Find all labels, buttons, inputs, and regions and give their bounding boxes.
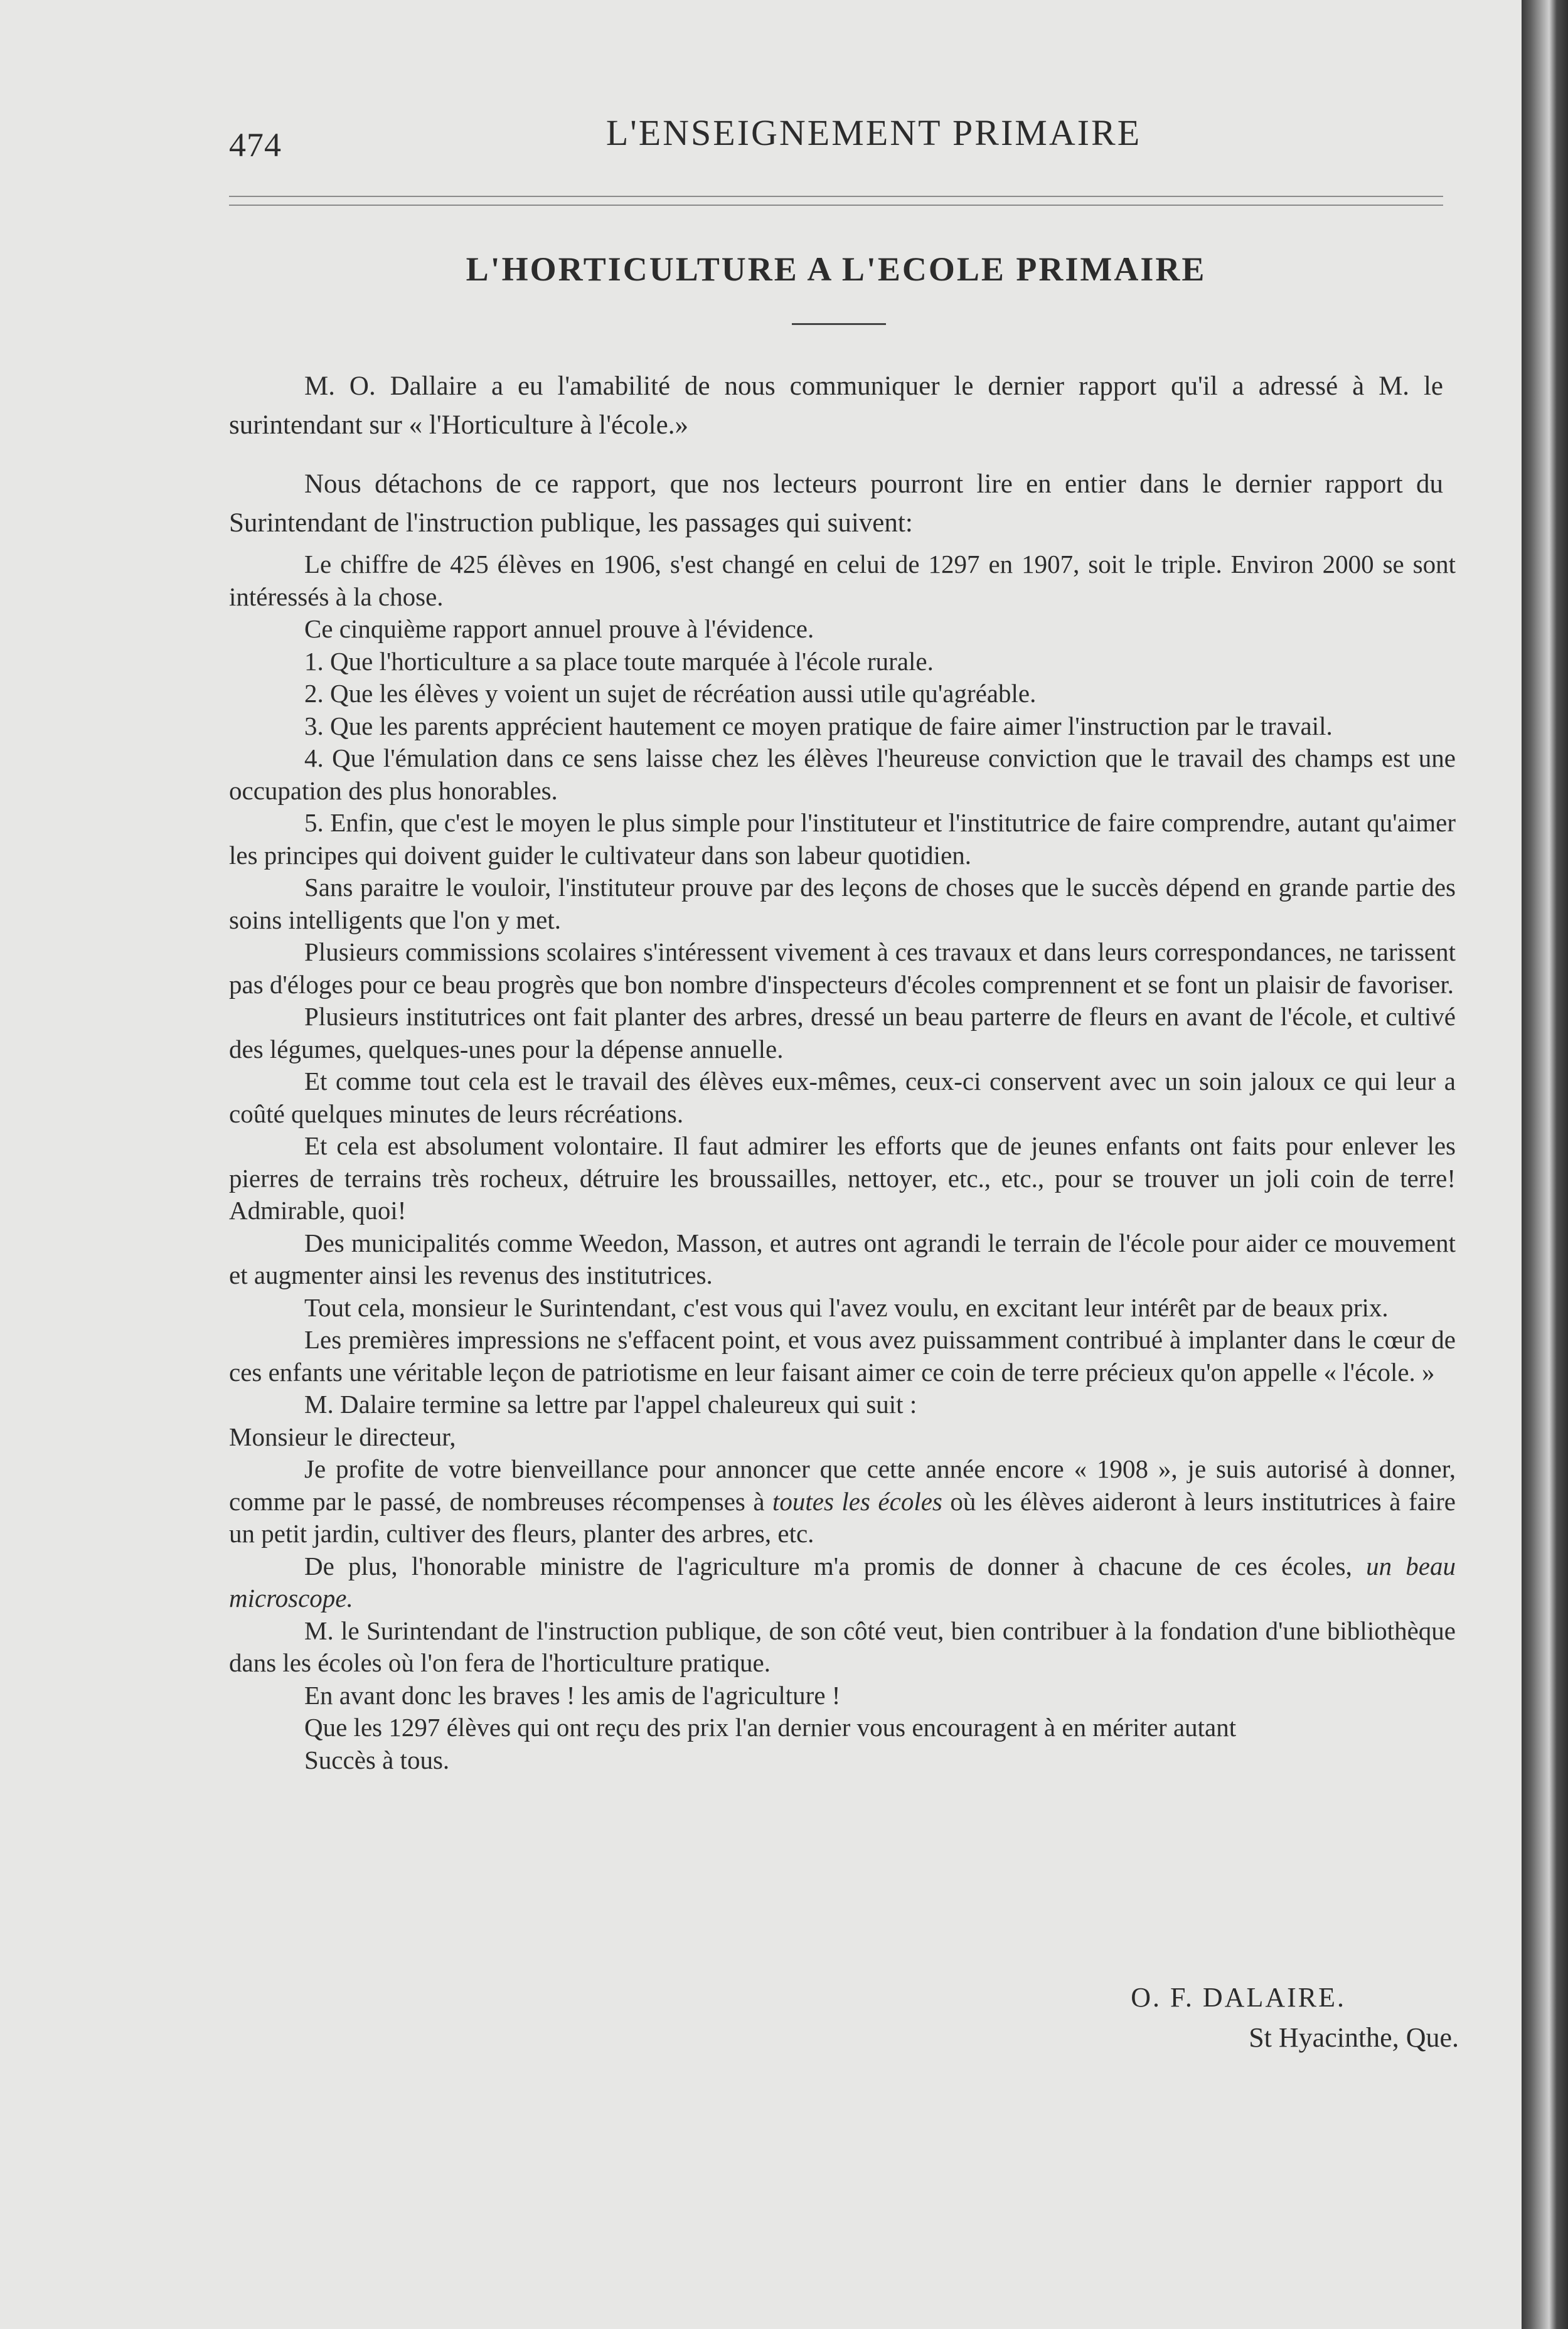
intro-paragraph: M. O. Dallaire a eu l'amabilité de nous communiquer le dernier rapport qu'il a adressé à M. le surintendant sur « l'Horticulture à l'école.» xyxy=(229,371,1443,440)
letter-text: De plus, l'honorable ministre de l'agriculture m'a promis de donner à chacune de ces écoles, xyxy=(304,1551,1367,1580)
body-paragraph: Les premières impressions ne s'effacent point, et vous avez puissamment contribué à implanter dans le cœur de ces enfants une véritable leçon de patriotisme en leur faisant aimer ce coin de terre précieux qu'on appelle « l'école. » xyxy=(229,1325,1456,1387)
emphasis-text: toutes les écoles xyxy=(772,1486,942,1516)
running-head xyxy=(229,112,1443,162)
body-paragraph: Le chiffre de 425 élèves en 1906, s'est changé en celui de 1297 en 1907, soit le triple. Environ 2000 se sont intéressés à la chose. xyxy=(229,550,1456,611)
letter-salutation: Monsieur le directeur, xyxy=(229,1422,456,1451)
signature-block xyxy=(1131,1978,1459,2058)
letter-paragraph: En avant donc les braves ! les amis de l'agriculture ! xyxy=(304,1680,841,1710)
list-item: 3. Que les parents apprécient hautement ce moyen pratique de faire aimer l'instruction par le travail. xyxy=(304,711,1333,740)
letter-paragraph: Que les 1297 élèves qui ont reçu des prix l'an dernier vous encouragent à en mériter autant xyxy=(304,1713,1237,1742)
letter-text: Je profite de votre bienveillance pour annoncer que cette année encore « 1908 », je suis autorisé à donner, comme par le passé, de nombreuses récompenses à xyxy=(229,1454,1456,1516)
list-item: 2. Que les élèves y voient un sujet de récréation aussi utile qu'agréable. xyxy=(304,679,1037,708)
signature-name: O. F. DALAIRE. xyxy=(1131,1982,1346,2013)
body-paragraph: Tout cela, monsieur le Surintendant, c'est vous qui l'avez voulu, en excitant leur intérêt par de beaux prix. xyxy=(304,1292,1389,1322)
body-paragraph: Ce cinquième rapport annuel prouve à l'évidence. xyxy=(304,614,814,643)
list-item: 5. Enfin, que c'est le moyen le plus simple pour l'instituteur et l'institutrice de faire comprendre, autant qu'aimer les principes qui doivent guider le cultivateur dans son labeur quotidien. xyxy=(229,808,1456,870)
intro-paragraph: Nous détachons de ce rapport, que nos lecteurs pourront lire en entier dans le dernier rapport du Surintendant de l'instruction publique, les passages qui suivent: xyxy=(229,469,1443,538)
body-paragraph: M. Dalaire termine sa lettre par l'appel chaleureux qui suit : xyxy=(304,1390,917,1419)
body-paragraph: Et cela est absolument volontaire. Il faut admirer les efforts que de jeunes enfants ont faits pour enlever les pierres de terrains très rocheux, détruire les broussailles, nettoyer, etc., etc., pour se trouver un joli coin de terre! Admirable, quoi! xyxy=(229,1131,1456,1225)
body-paragraph: Des municipalités comme Weedon, Masson, et autres ont agrandi le terrain de l'école pour aider ce mouvement et augmenter ainsi les revenus des institutrices. xyxy=(229,1228,1456,1289)
article-body xyxy=(229,548,1456,1776)
body-paragraph: Et comme tout cela est le travail des élèves eux-mêmes, ceux-ci conservent avec un soin jaloux ce qui leur a coûté quelques minutes de leurs récréations. xyxy=(229,1067,1456,1128)
body-paragraph: Sans paraitre le vouloir, l'instituteur prouve par des leçons de choses que le succès dépend en grande partie des soins intelligents que l'on y met. xyxy=(229,873,1456,934)
letter-text: où les élèves aideront à leurs institutrices à faire un petit jardin, cultiver des fleurs, planter des arbres, etc. xyxy=(229,1486,1456,1548)
page-number: 474 xyxy=(229,126,282,164)
letter-paragraph: M. le Surintendant de l'instruction publique, de son côté veut, bien contribuer à la fondation d'une bibliothèque dans les écoles où l'on fera de l'horticulture pratique. xyxy=(229,1616,1456,1677)
letter-paragraph xyxy=(229,1550,1456,1615)
article-title: L'HORTICULTURE A L'ECOLE PRIMAIRE xyxy=(466,250,1207,288)
article-intro xyxy=(229,367,1443,563)
letter-paragraph: Succès à tous. xyxy=(304,1745,450,1774)
list-item: 1. Que l'horticulture a sa place toute marquée à l'école rurale. xyxy=(304,646,934,676)
title-rule xyxy=(792,323,886,325)
signature-place: St Hyacinthe, Que. xyxy=(1249,2022,1459,2053)
body-paragraph: Plusieurs commissions scolaires s'intéressent vivement à ces travaux et dans leurs correspondances, ne tarissent pas d'éloges pour ce beau progrès que bon nombre d'inspecteurs d'écoles comprennent et se font un plaisir de favoriser. xyxy=(229,937,1456,999)
body-paragraph: Plusieurs institutrices ont fait planter des arbres, dressé un beau parterre de fleurs en avant de l'école, et cultivé des légumes, quelques-unes pour la dépense annuelle. xyxy=(229,1002,1456,1063)
letter-paragraph xyxy=(229,1453,1456,1550)
header-double-rule xyxy=(229,196,1443,206)
journal-title: L'ENSEIGNEMENT PRIMAIRE xyxy=(605,112,1142,153)
emphasis-text: un beau microscope. xyxy=(229,1551,1456,1612)
list-item: 4. Que l'émulation dans ce sens laisse chez les élèves l'heureuse conviction que le travail des champs est une occupation des plus honorables. xyxy=(229,743,1456,805)
